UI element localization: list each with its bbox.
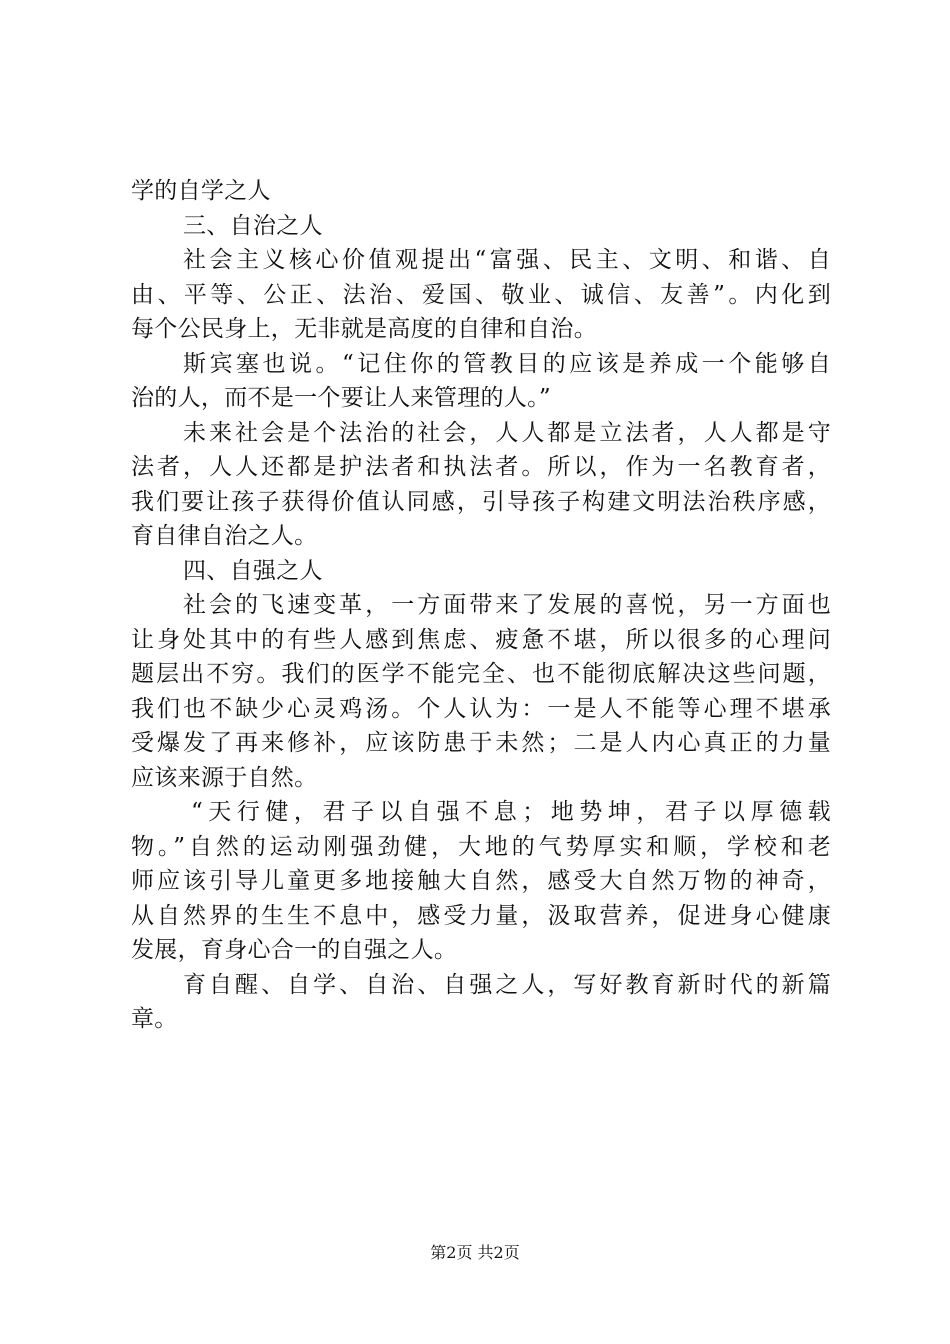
paragraph-line: 物。”自然的运动刚强劲健，大地的气势厚实和顺，学校和老 (131, 833, 831, 860)
paragraph-line: 未来社会是个法治的社会，人人都是立法者，人人都是守 (183, 419, 831, 446)
page-number-footer: 第2页 共2页 (430, 1243, 520, 1262)
quote-line: “天行健，君子以自强不息；地势坤，君子以厚德载 (191, 799, 831, 825)
paragraph-line: 从自然界的生生不息中，感受力量，汲取营养，促进身心健康 (131, 902, 831, 929)
paragraph-line: 治的人，而不是一个要让人来管理的人。” (131, 385, 551, 411)
paragraph-line: 育自醒、自学、自治、自强之人，写好教育新时代的新篇 (183, 971, 831, 998)
paragraph-line: 应该来源于自然。 (131, 764, 318, 791)
paragraph-line: 社会主义核心价值观提出“富强、民主、文明、和谐、自 (183, 247, 831, 273)
paragraph-line: 我们也不缺少心灵鸡汤。个人认为：一是人不能等心理不堪承 (131, 695, 831, 722)
document-body (131, 174, 831, 1037)
paragraph-line: 法者，人人还都是护法者和执法者。所以，作为一名教育者， (131, 454, 831, 480)
section-heading-self-strength: 四、自强之人 (183, 557, 323, 584)
section-heading-autonomy: 三、自治之人 (183, 212, 323, 239)
paragraph-line: 发展，育身心合一的自强之人。 (131, 937, 458, 963)
paragraph-line: 社会的飞速变革，一方面带来了发展的喜悦，另一方面也 (183, 592, 831, 618)
paragraph-line: 育自律自治之人。 (131, 523, 318, 549)
paragraph-line: 章。 (131, 1006, 178, 1032)
paragraph-line: 题层出不穷。我们的医学不能完全、也不能彻底解决这些问题， (131, 661, 831, 687)
paragraph-line: 让身处其中的有些人感到焦虑、疲惫不堪，所以很多的心理问 (131, 626, 831, 653)
paragraph-line: 学的自学之人 (131, 178, 271, 204)
paragraph-line: 每个公民身上，无非就是高度的自律和自治。 (131, 316, 597, 342)
paragraph-line: 师应该引导儿童更多地接触大自然，感受大自然万物的神奇， (131, 868, 831, 894)
paragraph-line: 斯宾塞也说。“记住你的管教目的应该是养成一个能够自 (183, 350, 831, 377)
paragraph-line: 我们要让孩子获得价值认同感，引导孩子构建文明法治秩序感， (131, 488, 831, 515)
paragraph-line: 由、平等、公正、法治、爱国、敬业、诚信、友善”。内化到 (131, 281, 831, 308)
paragraph-line: 受爆发了再来修补，应该防患于未然；二是人内心真正的力量 (131, 730, 831, 756)
